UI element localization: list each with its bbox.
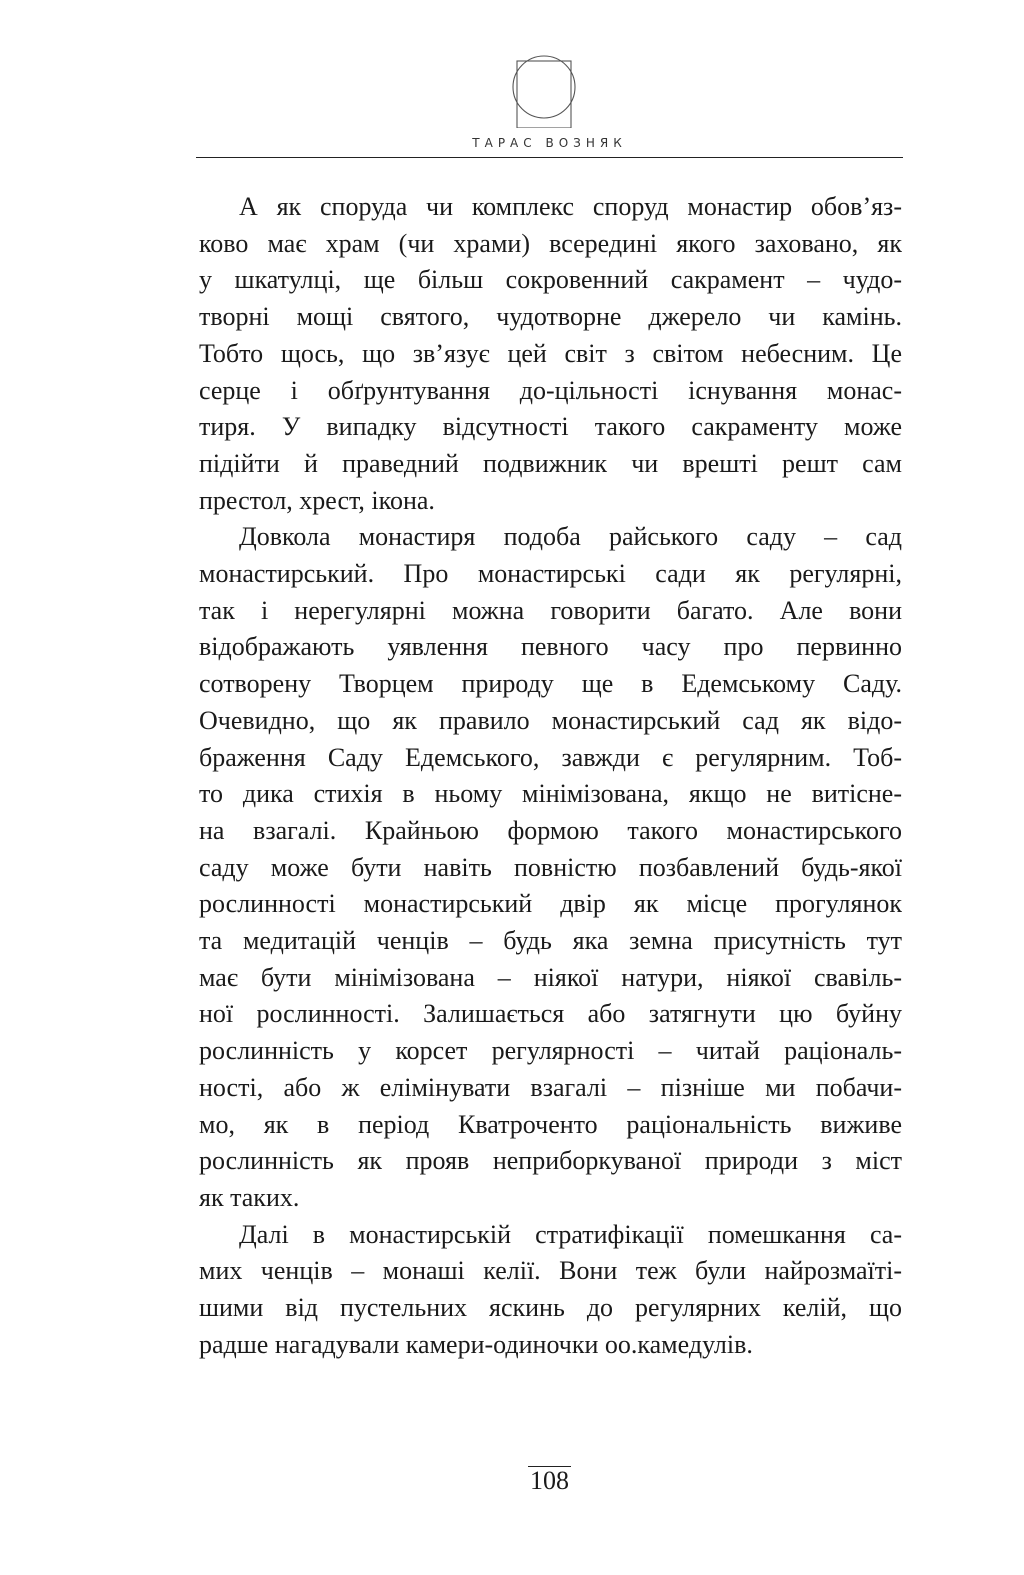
text-line: А як споруда чи комплекс споруд монастир обов’яз- [239,192,902,221]
text-line: серце і обґрунтування до-цільності існування монас- [199,375,902,405]
text-line: престол, хрест, ікона. [199,485,435,515]
text-line: мих ченців – монаші келії. Вони теж були найрозмаїті- [199,1256,902,1286]
text-line: радше нагадували камери-одиночки оо.камедулів. [199,1329,753,1359]
text-line: як таких. [199,1182,300,1212]
text-line: Далі в монастирській стратифікації помешкання са- [239,1219,902,1249]
text-line: тиря. У випадку відсутності такого сакраменту може [199,412,902,442]
text-line: рослинність у корсет регулярності – читай раціональ- [199,1036,902,1066]
text-line: Тобто щось, що зв’язує цей світ з світом небесним. Це [199,338,902,368]
text-line: браження Саду Едемського, завжди є регулярним. Тоб- [199,742,902,772]
text-line: на взагалі. Крайньою формою такого монастирського [199,815,902,845]
text-line: відображають уявлення певного часу про первинно [199,632,902,662]
text-line: має бути мінімізована – ніякої натури, ніякої свавіль- [199,962,902,992]
paragraph-1 [199,189,902,519]
text-line: монастирський. Про монастирські сади як регулярні, [199,559,902,589]
text-line: шими від пустельних яскинь до регулярних келій, що [199,1293,902,1323]
header-rule [196,157,903,158]
page-number [196,1466,903,1496]
text-line: рослинності монастирський двір як місце прогулянок [199,889,902,919]
circle-square-logo-icon [511,46,577,128]
text-line: сотворену Творцем природу ще в Едемському Саду. [199,669,902,699]
text-line: саду може бути навіть повністю позбавлений будь-якої [199,852,902,882]
text-line: творні мощі святого, чудотворне джерело чи камінь. [199,302,902,332]
running-head-author: ТАРАС ВОЗНЯК [472,136,627,150]
body-text [199,189,902,1364]
text-line: ності, або ж елімінувати взагалі – пізніше ми побачи- [199,1072,902,1102]
paragraph-2 [199,519,902,1216]
text-line: та медитацій ченців – будь яка земна присутність тут [199,926,902,956]
text-line: підійти й праведний подвижник чи врешті решт сам [199,448,902,478]
text-line: Очевидно, що як правило монастирський сад як відо- [199,705,902,735]
text-line: так і нерегулярні можна говорити багато. Але вони [199,595,902,625]
text-line: у шкатулці, ще більш сокровенний сакрамент – чудо- [199,265,902,295]
text-line: рослинність як прояв неприборкуваної природи з міст [199,1146,902,1176]
page-number-value: 108 [530,1466,569,1495]
text-line: ково має храм (чи храми) всередині якого заховано, як [199,228,902,258]
text-line: Довкола монастиря подоба райського саду – сад [239,522,902,552]
text-line: то дика стихія в ньому мінімізована, якщо не витісне- [199,779,902,809]
paragraph-3 [199,1217,902,1364]
text-line: мо, як в період Кватроченто раціональність виживе [199,1109,902,1139]
text-line: ної рослинності. Залишається або затягнути цю буйну [199,999,902,1029]
